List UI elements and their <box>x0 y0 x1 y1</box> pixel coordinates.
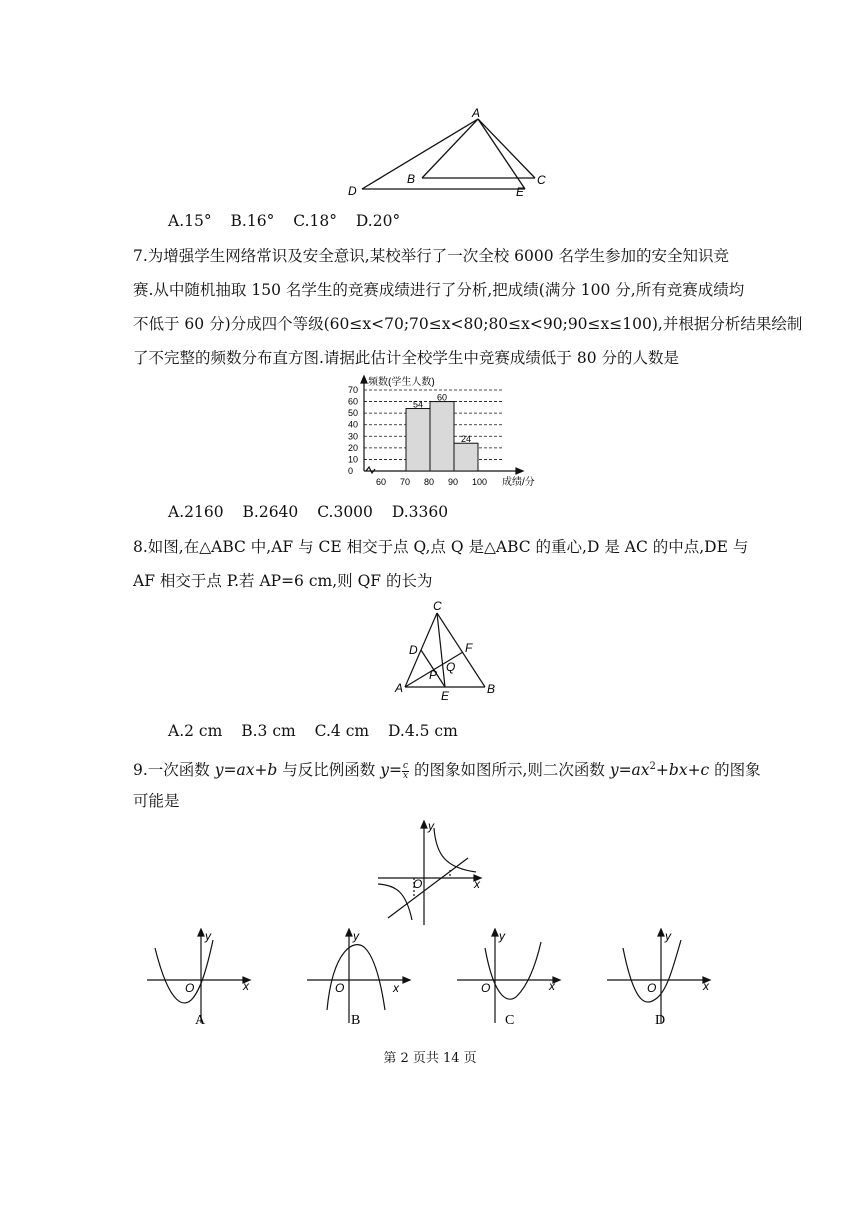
option-d: D.20° <box>355 212 401 230</box>
bar-value-label: 60 <box>437 392 448 403</box>
axis-label-y: y <box>499 929 505 943</box>
choice-graph-a <box>145 928 255 1028</box>
q7-line-1: 7.为增强学生网络常识及安全意识,某校举行了一次全校 6000 名学生参加的安全知识竞 <box>133 247 730 265</box>
label-P: P <box>429 668 438 682</box>
choice-letter-d: D <box>655 1013 666 1028</box>
x-tick-label: 90 <box>448 477 459 487</box>
q8-line-1: 8.如图,在△ABC 中,AF 与 CE 相交于点 Q,点 Q 是△ABC 的重心,D 是 AC 的中点,DE 与 <box>133 538 749 556</box>
label-E: E <box>441 689 450 703</box>
label-A: A <box>395 681 404 695</box>
y-tick-label: 40 <box>348 419 359 430</box>
label-B: B <box>407 172 416 186</box>
origin-label: O <box>185 981 195 995</box>
option-b: B.3 cm <box>241 722 296 740</box>
y-tick-label: 50 <box>348 408 359 419</box>
label-C: C <box>537 173 546 187</box>
page-footer: 第 2 页共 14 页 <box>383 1051 477 1066</box>
choice-letter-c: C <box>505 1013 515 1028</box>
axis-label-x: x <box>549 979 555 993</box>
axis-label-y: y <box>205 929 211 943</box>
label-D: D <box>348 184 357 198</box>
axis-label-x: x <box>243 979 249 993</box>
option-c: C.3000 <box>317 503 373 521</box>
q8-line-2: AF 相交于点 P.若 AP=6 cm,则 QF 的长为 <box>133 572 433 590</box>
label-A: A <box>472 106 481 120</box>
option-d: D.4.5 cm <box>388 722 458 740</box>
axis-label-y: y <box>353 929 359 943</box>
axis-label-y: y <box>428 820 434 833</box>
q6-options <box>168 212 414 230</box>
option-a: A.2160 <box>168 503 224 521</box>
histogram-bar <box>406 409 430 471</box>
fraction-c-over-x: $\frac{c}{x}$ <box>402 760 409 781</box>
origin-label: O <box>647 981 657 995</box>
label-B: B <box>487 682 496 696</box>
choice-graph-d <box>605 928 715 1028</box>
option-c: C.4 cm <box>314 722 370 740</box>
label-E: E <box>516 185 525 199</box>
option-c: C.18° <box>293 212 337 230</box>
histogram-ylabel: 频数(学生人数) <box>368 377 435 388</box>
option-b: B.2640 <box>242 503 299 521</box>
frequency-histogram <box>342 373 552 491</box>
x-tick-label: 80 <box>424 477 435 487</box>
y-tick-label: 30 <box>348 431 359 442</box>
option-a: A.2 cm <box>168 722 223 740</box>
label-D: D <box>409 643 418 657</box>
x-tick-label: 60 <box>376 477 387 487</box>
x-tick-label: 70 <box>400 477 411 487</box>
choice-graph-b <box>305 928 415 1028</box>
q8-options <box>168 722 472 740</box>
triangle-figure-q8 <box>393 600 503 705</box>
histogram-bar <box>454 443 478 471</box>
y-tick-label: 10 <box>348 454 359 465</box>
option-b: B.16° <box>230 212 275 230</box>
x-tick-label: 100 <box>472 477 488 487</box>
axis-label-x: x <box>703 979 709 993</box>
choice-graph-c <box>455 928 565 1028</box>
origin-label: O <box>335 981 345 995</box>
axis-label-x: x <box>393 981 399 995</box>
y-tick-label: 60 <box>348 396 359 407</box>
histogram-xlabel: 成绩/分 <box>502 477 535 488</box>
label-Q: Q <box>446 660 456 674</box>
q7-line-2: 赛.从中随机抽取 150 名学生的竞赛成绩进行了分析,把成绩(满分 100 分,所有竞赛成绩均 <box>133 281 745 299</box>
origin-label: O <box>413 877 423 891</box>
q9-line-1: 9.一次函数 y=ax+b 与反比例函数 y= $\frac{c}{x}$ 的图象如图所示,则二次函数 $y=ax^2+bx+c$ 的图象 <box>133 760 761 781</box>
axis-label-y: y <box>665 929 671 943</box>
bar-value-label: 24 <box>461 434 472 445</box>
y-tick-label: 0 <box>348 466 354 476</box>
q7-line-4: 了不完整的频数分布直方图.请据此估计全校学生中竞赛成绩低于 80 分的人数是 <box>133 349 680 367</box>
y-tick-label: 20 <box>348 442 359 453</box>
q7-options <box>168 503 462 521</box>
choice-letter-b: B <box>351 1013 361 1028</box>
option-d: D.3360 <box>391 503 449 521</box>
choice-letter-a: A <box>195 1013 206 1028</box>
y-tick-label: 70 <box>348 385 359 395</box>
function-graph-q9 <box>376 820 486 928</box>
histogram-bar <box>430 402 454 471</box>
label-F: F <box>465 641 473 655</box>
axis-label-x: x <box>474 877 480 891</box>
triangle-figure-q6 <box>340 105 550 200</box>
q7-line-3: 不低于 60 分)分成四个等级(60≤x<70;70≤x<80;80≤x<90;90≤x≤100),并根据分析结果绘制 <box>133 315 803 333</box>
origin-label: O <box>481 981 491 995</box>
option-a: A.15° <box>168 212 212 230</box>
q9-line-2: 可能是 <box>133 792 180 810</box>
bar-value-label: 54 <box>413 399 424 410</box>
label-C: C <box>433 600 442 613</box>
